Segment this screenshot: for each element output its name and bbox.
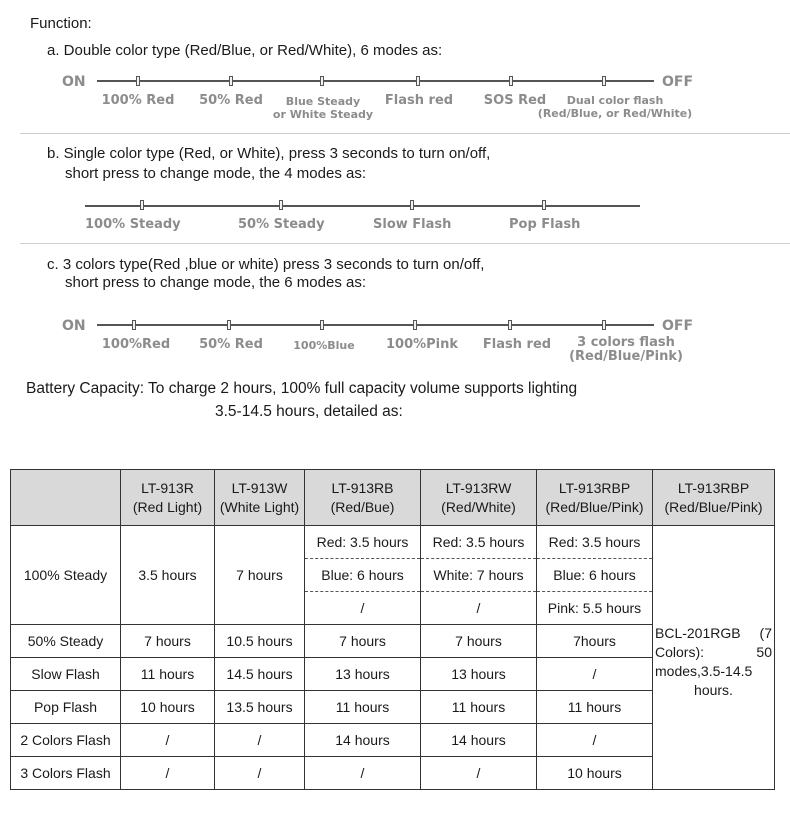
table-cell: 10 hours: [537, 757, 653, 790]
sub-cell: White: 7 hours: [421, 559, 536, 592]
table-cell: 7 hours: [215, 526, 305, 625]
sub-cell: Blue: 6 hours: [537, 559, 652, 592]
section-a-on-label: ON: [62, 74, 86, 90]
section-a-tick: [229, 76, 233, 86]
section-a-off-label: OFF: [662, 74, 694, 90]
table-header-row: [11, 470, 775, 526]
sub-cell: Pink: 5.5 hours: [547, 600, 642, 616]
mode-label: 50% Steady: [238, 217, 325, 232]
table-cell: 14 hours: [305, 724, 421, 757]
table-cell: /: [421, 757, 537, 790]
section-a-tick: [602, 76, 606, 86]
mode-label: Blue Steady or White Steady: [272, 95, 374, 121]
mode-label: 3 colors flash (Red/Blue/Pink): [569, 335, 683, 364]
divider: [20, 133, 790, 134]
mode-label: Flash red: [482, 337, 552, 352]
table-cell: /: [121, 724, 215, 757]
column-header: LT-913RB (Red/Bue): [305, 470, 421, 526]
section-c-tick: [508, 320, 512, 330]
battery-line2: 3.5-14.5 hours, detailed as:: [215, 403, 403, 420]
row-label: Pop Flash: [11, 691, 121, 724]
mode-label: Pop Flash: [509, 217, 581, 232]
mode-label: 50% Red: [199, 93, 263, 108]
section-a-title: a. Double color type (Red/Blue, or Red/White), 6 modes as:: [47, 42, 443, 59]
sub-cell: Blue: 6 hours: [305, 559, 420, 592]
section-c-tick: [320, 320, 324, 330]
table-cell: 13 hours: [305, 658, 421, 691]
section-b-tick: [140, 200, 144, 210]
section-c-tick: [602, 320, 606, 330]
mode-label: Flash red: [384, 93, 454, 108]
row-label: 50% Steady: [11, 625, 121, 658]
column-header: LT-913R (Red Light): [121, 470, 215, 526]
table-cell: 11 hours: [421, 691, 537, 724]
sub-cell: /: [476, 600, 481, 616]
section-b-tick: [542, 200, 546, 210]
section-a-tick: [509, 76, 513, 86]
mode-label: 50% Red: [199, 337, 263, 352]
table-cell: 10 hours: [121, 691, 215, 724]
table-cell: 13.5 hours: [215, 691, 305, 724]
section-c-mode-line: [97, 324, 654, 326]
sub-cell: Red: 3.5 hours: [305, 526, 420, 559]
table-cell: /: [121, 757, 215, 790]
column-header: LT-913RW (Red/White): [421, 470, 537, 526]
sub-cell: Red: 3.5 hours: [421, 526, 536, 559]
row-label: Slow Flash: [11, 658, 121, 691]
row-label: 2 Colors Flash: [11, 724, 121, 757]
table-row: [11, 526, 775, 625]
column-header: LT-913RBP (Red/Blue/Pink): [653, 470, 775, 526]
capacity-table: [10, 469, 775, 790]
section-b-title-line2: short press to change mode, the 4 modes as:: [65, 165, 367, 182]
table-cell: [305, 526, 421, 625]
mode-label: Slow Flash: [373, 217, 452, 232]
table-cell: 14.5 hours: [215, 658, 305, 691]
header-empty-cell: [11, 470, 121, 526]
table-cell: /: [215, 724, 305, 757]
section-b-mode-line: [85, 205, 640, 207]
section-c-tick: [132, 320, 136, 330]
bcl-note-cell: [653, 526, 775, 790]
mode-label: Dual color flash (Red/Blue, or Red/White): [537, 94, 693, 120]
column-header: LT-913RBP (Red/Blue/Pink): [537, 470, 653, 526]
section-c-on-label: ON: [62, 318, 86, 334]
mode-label: 100% Red: [101, 93, 175, 108]
table-cell: 11 hours: [537, 691, 653, 724]
table-cell: /: [305, 757, 421, 790]
table-cell: [537, 526, 653, 625]
section-a-tick: [136, 76, 140, 86]
divider: [20, 243, 790, 244]
mode-label: 100%Red: [101, 337, 171, 352]
function-title: Function:: [30, 15, 92, 32]
mode-label: 100% Steady: [85, 217, 181, 232]
table-cell: /: [215, 757, 305, 790]
section-c-title-line1: c. 3 colors type(Red ,blue or white) press 3 seconds to turn on/off,: [47, 256, 485, 273]
section-c-title-line2: short press to change mode, the 6 modes as:: [65, 274, 367, 291]
row-label: 100% Steady: [11, 526, 121, 625]
section-c-tick: [413, 320, 417, 330]
section-c-off-label: OFF: [662, 318, 694, 334]
table-cell: 11 hours: [305, 691, 421, 724]
table-cell: 13 hours: [421, 658, 537, 691]
table-cell: 7hours: [537, 625, 653, 658]
mode-label: SOS Red: [483, 93, 547, 108]
section-b-title-line1: b. Single color type (Red, or White), press 3 seconds to turn on/off,: [47, 145, 491, 162]
mode-label: 100%Pink: [385, 337, 459, 352]
table-cell: 7 hours: [121, 625, 215, 658]
sub-cell: Red: 3.5 hours: [537, 526, 652, 559]
section-c-tick: [227, 320, 231, 330]
table-cell: 3.5 hours: [121, 526, 215, 625]
section-b-tick: [279, 200, 283, 210]
section-a-mode-line: [97, 80, 654, 82]
column-header: LT-913W (White Light): [215, 470, 305, 526]
row-label: 3 Colors Flash: [11, 757, 121, 790]
table-cell: /: [537, 724, 653, 757]
table-cell: /: [537, 658, 653, 691]
table-cell: 7 hours: [305, 625, 421, 658]
table-cell: [421, 526, 537, 625]
section-a-tick: [416, 76, 420, 86]
table-cell: 11 hours: [121, 658, 215, 691]
table-cell: 7 hours: [421, 625, 537, 658]
section-a-tick: [320, 76, 324, 86]
table-cell: 14 hours: [421, 724, 537, 757]
bcl-note: BCL-201RGB (7 Colors): 50 modes,3.5-14.5 hours.: [655, 625, 772, 698]
mode-label: 100%Blue: [293, 339, 355, 352]
sub-cell: /: [360, 600, 365, 616]
table-cell: 10.5 hours: [215, 625, 305, 658]
battery-line1: Battery Capacity: To charge 2 hours, 100% full capacity volume supports lighting: [26, 380, 578, 397]
section-b-tick: [410, 200, 414, 210]
